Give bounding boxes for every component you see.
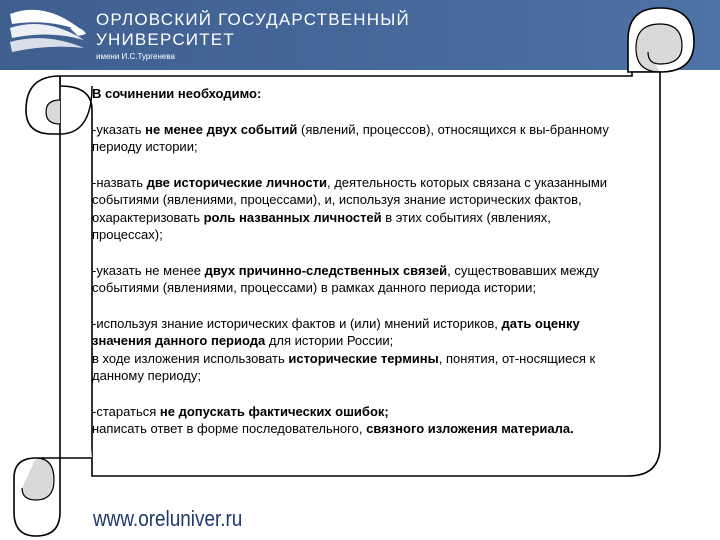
requirements-text	[92, 85, 617, 456]
requirement-causal-links: -указать не менее двух причинно-следственных связей, существовавших между событиями (явлениями, процессами) в рамках данного периода истории;	[92, 262, 600, 295]
requirements-heading: В сочинении необходимо:	[92, 86, 262, 101]
requirement-no-errors: -стараться не допускать фактических ошибок; написать ответ в форме последовательного, связного изложения материала.	[92, 403, 574, 436]
requirement-assessment: -используя знание исторических фактов и (или) мнений историков, дать оценку значения данного периода для истории России; в ходе изложения использовать исторические термины, понятия, от-носящиеся к данному периоду;	[92, 315, 596, 383]
requirement-events: -указать не менее двух событий (явлений, процессов), относящихся к вы-бранному периоду истории;	[92, 121, 609, 154]
university-name-line1: ОРЛОВСКИЙ ГОСУДАРСТВЕННЫЙ	[96, 10, 410, 29]
university-subtitle: имени И.С.Тургенева	[96, 52, 175, 61]
website-url: www.oreluniver.ru	[93, 506, 243, 531]
requirement-personalities: -назвать две исторические личности, деятельность которых связана с указанными событиями (явлениями, процессами), и, используя знание исторических фактов, охарактеризовать роль названных личностей в этих событиях (явлениях, процессах);	[92, 174, 608, 242]
university-name-line2: УНИВЕРСИТЕТ	[96, 30, 235, 49]
